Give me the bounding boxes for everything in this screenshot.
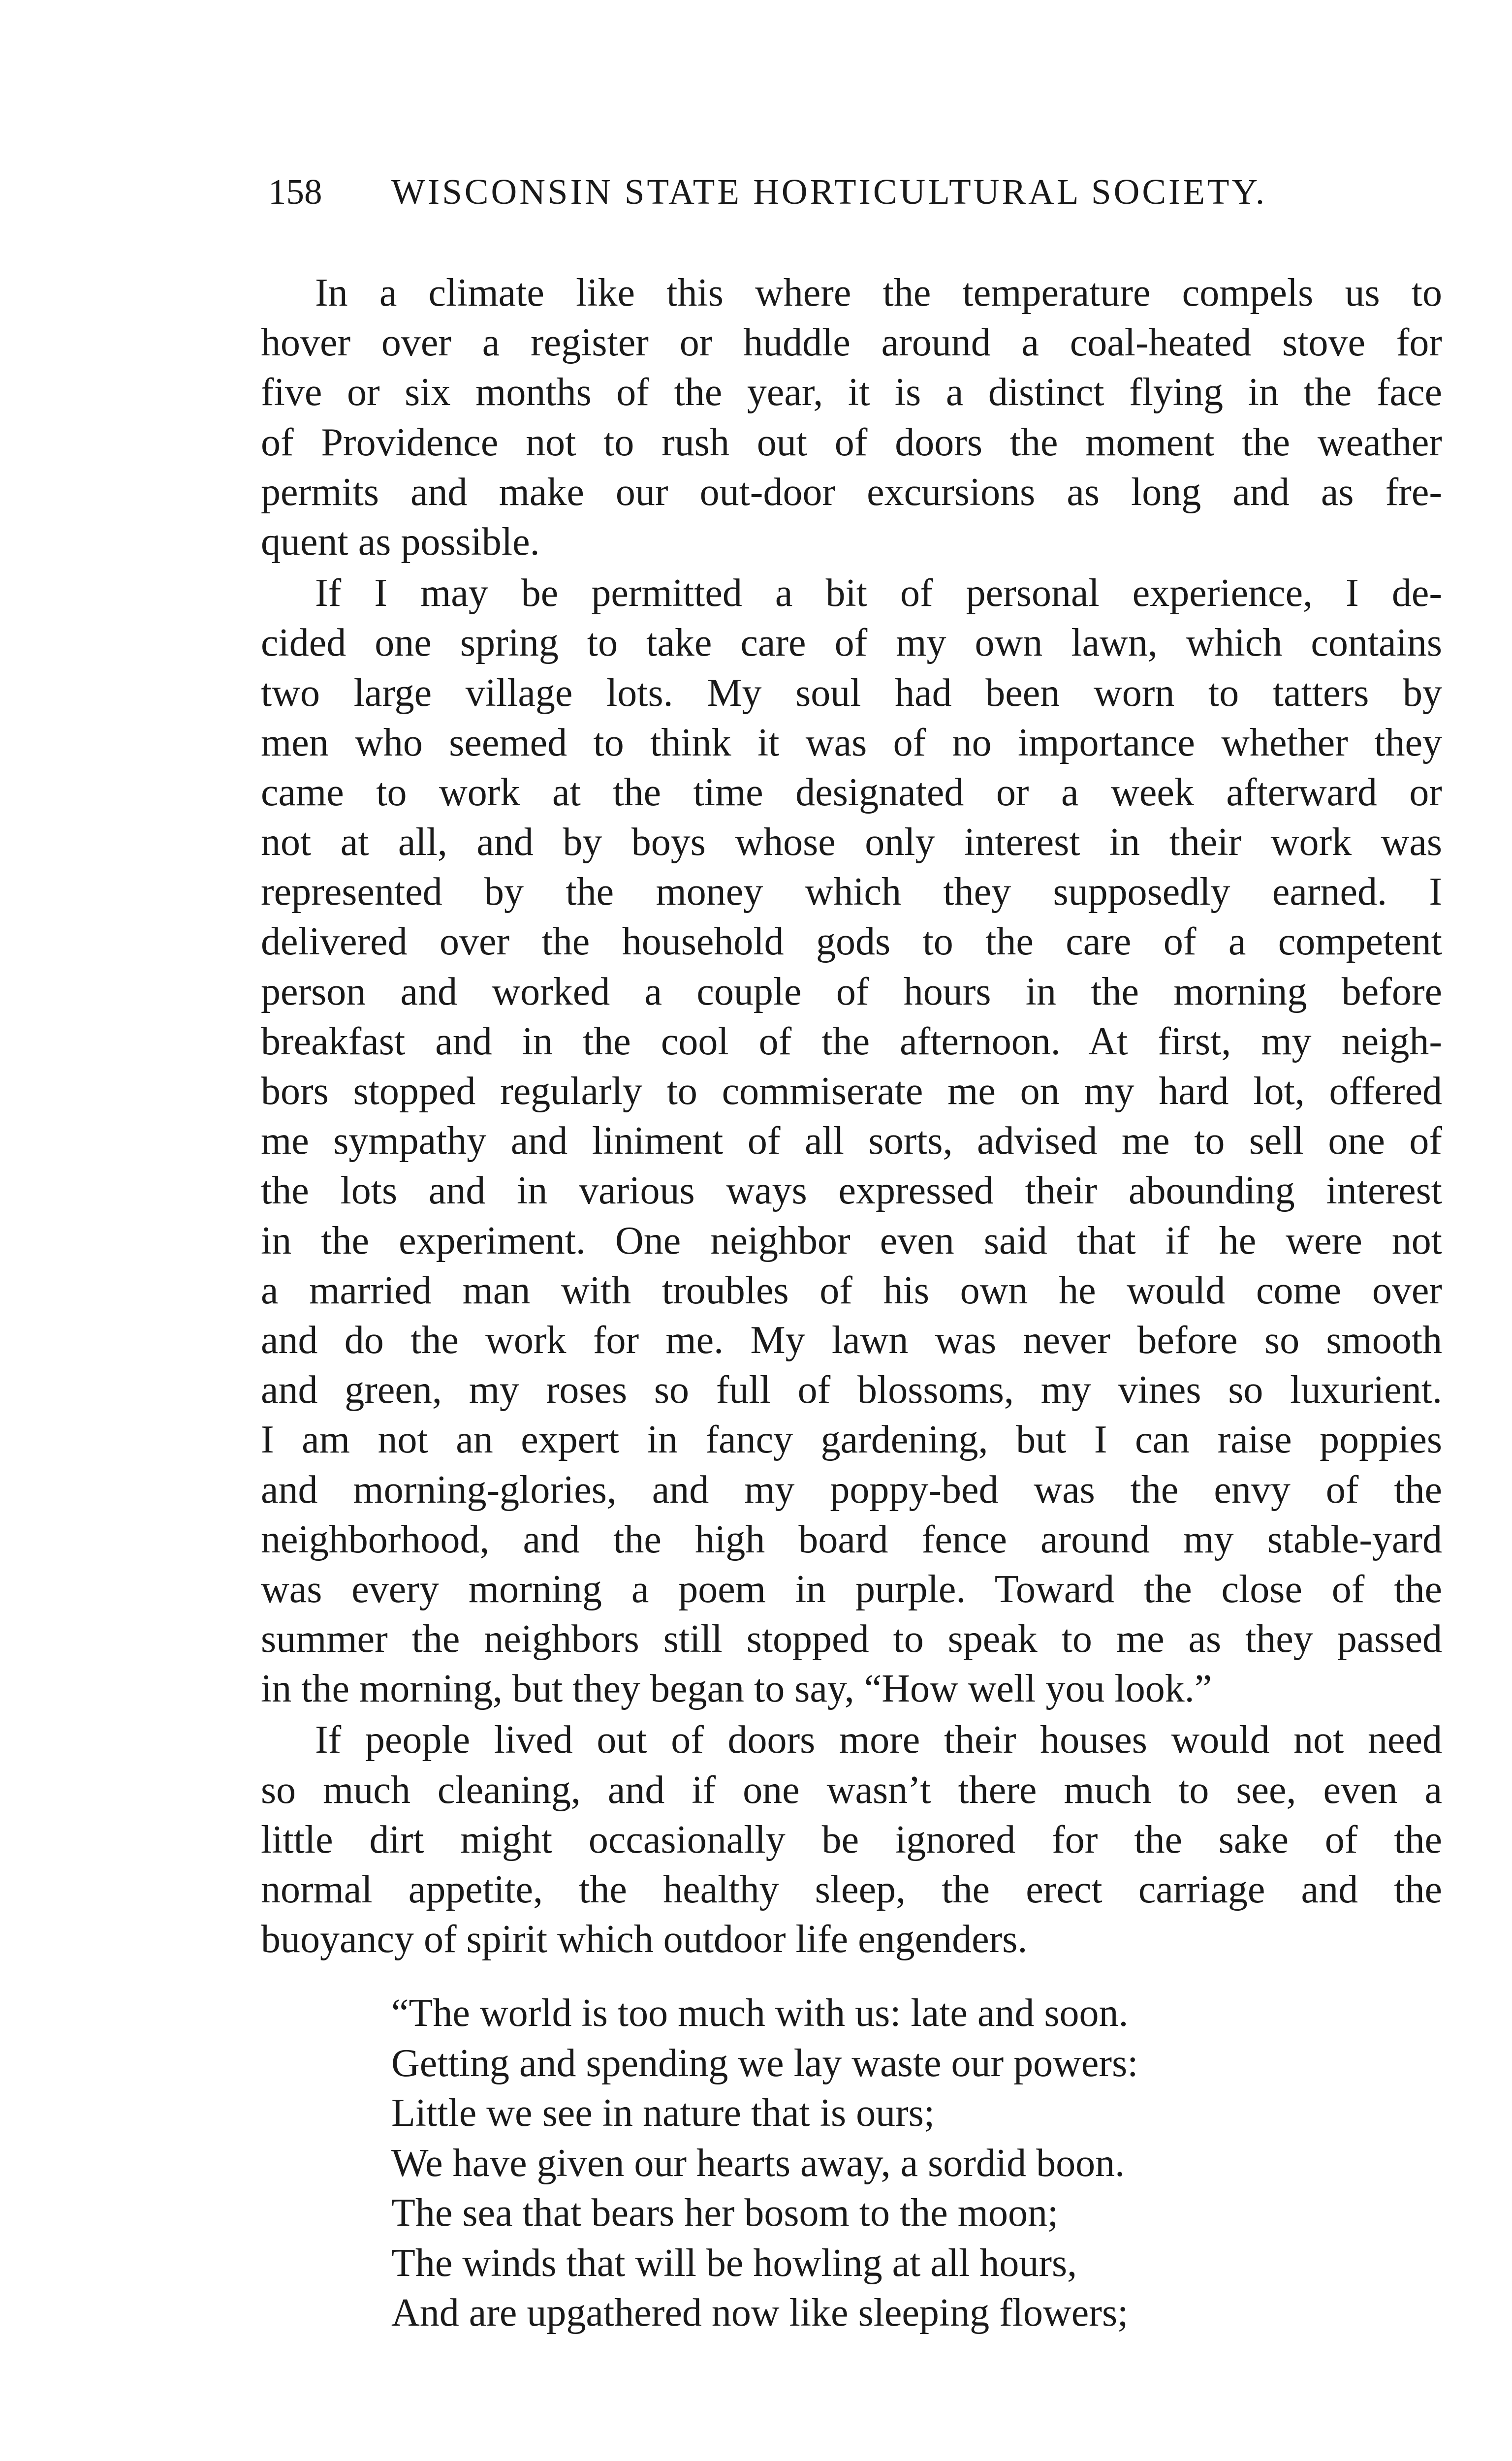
running-title: WISCONSIN STATE HORTICULTURAL SOCIETY. [391, 172, 1267, 212]
text-line: represented by the money which they supposedly earned. I [261, 870, 1442, 914]
text-line: cided one spring to take care of my own lawn, which contains [261, 621, 1442, 665]
page-number: 158 [268, 172, 322, 212]
text-line: a married man with troubles of his own he would come over [261, 1268, 1442, 1312]
text-line: not at all, and by boys whose only interest in their work was [261, 820, 1442, 864]
text-line: and do the work for me. My lawn was never before so smooth [261, 1318, 1442, 1362]
paragraph-2 [261, 568, 1442, 1714]
poem-line: The sea that bears her bosom to the moon; [391, 2191, 1059, 2235]
text-line: normal appetite, the healthy sleep, the erect carriage and the [261, 1868, 1442, 1911]
text-line: came to work at the time designated or a week afterward or [261, 770, 1442, 814]
body-text [261, 268, 1442, 1964]
poem-quotation [391, 1988, 1138, 2338]
poem-line: The winds that will be howling at all hours, [391, 2241, 1077, 2285]
text-line: so much cleaning, and if one wasn’t there much to see, even a [261, 1768, 1442, 1812]
poem-line: And are upgathered now like sleeping flowers; [391, 2291, 1129, 2335]
paragraph-1 [261, 268, 1442, 567]
text-line: person and worked a couple of hours in the morning before [261, 970, 1442, 1013]
paragraph-3 [261, 1715, 1442, 1964]
text-line: men who seemed to think it was of no importance whether they [261, 721, 1442, 764]
text-line: in the morning, but they began to say, “How well you look.” [261, 1667, 1212, 1711]
text-line: five or six months of the year, it is a distinct flying in the face [261, 371, 1442, 414]
text-line: in the experiment. One neighbor even said that if he were not [261, 1219, 1442, 1262]
text-line: two large village lots. My soul had been worn to tatters by [261, 671, 1442, 715]
text-line: delivered over the household gods to the care of a competent [261, 920, 1442, 964]
text-line: summer the neighbors still stopped to speak to me as they passed [261, 1617, 1442, 1661]
poem-line: We have given our hearts away, a sordid boon. [391, 2141, 1125, 2185]
text-line: little dirt might occasionally be ignored for the sake of the [261, 1818, 1442, 1862]
text-line: me sympathy and liniment of all sorts, advised me to sell one of [261, 1119, 1442, 1163]
text-line: permits and make our out-door excursions as long and as fre- [261, 470, 1442, 514]
text-line: quent as possible. [261, 520, 540, 564]
text-line: If I may be permitted a bit of personal experience, I de- [315, 571, 1442, 615]
text-line: I am not an expert in fancy gardening, but I can raise poppies [261, 1418, 1442, 1462]
text-line: hover over a register or huddle around a coal-heated stove for [261, 321, 1442, 365]
text-line: breakfast and in the cool of the afternoon. At first, my neigh- [261, 1019, 1442, 1063]
running-head [268, 167, 1351, 217]
text-line: bors stopped regularly to commiserate me on my hard lot, offered [261, 1070, 1442, 1113]
text-line: and morning-glories, and my poppy-bed was the envy of the [261, 1468, 1442, 1512]
text-line: neighborhood, and the high board fence around my stable-yard [261, 1517, 1442, 1561]
text-line: was every morning a poem in purple. Toward the close of the [261, 1567, 1442, 1611]
poem-line: Little we see in nature that is ours; [391, 2091, 935, 2135]
poem-line: “The world is too much with us: late and soon. [391, 1991, 1129, 2035]
text-line: In a climate like this where the temperature compels us to [315, 271, 1442, 315]
text-line: the lots and in various ways expressed their abounding interest [261, 1169, 1442, 1213]
text-line: If people lived out of doors more their houses would not need [315, 1718, 1442, 1762]
text-line: of Providence not to rush out of doors the moment the weather [261, 420, 1442, 464]
text-line: and green, my roses so full of blossoms, my vines so luxurient. [261, 1368, 1442, 1412]
text-line: buoyancy of spirit which outdoor life engenders. [261, 1918, 1028, 1961]
poem-line: Getting and spending we lay waste our powers: [391, 2041, 1138, 2085]
